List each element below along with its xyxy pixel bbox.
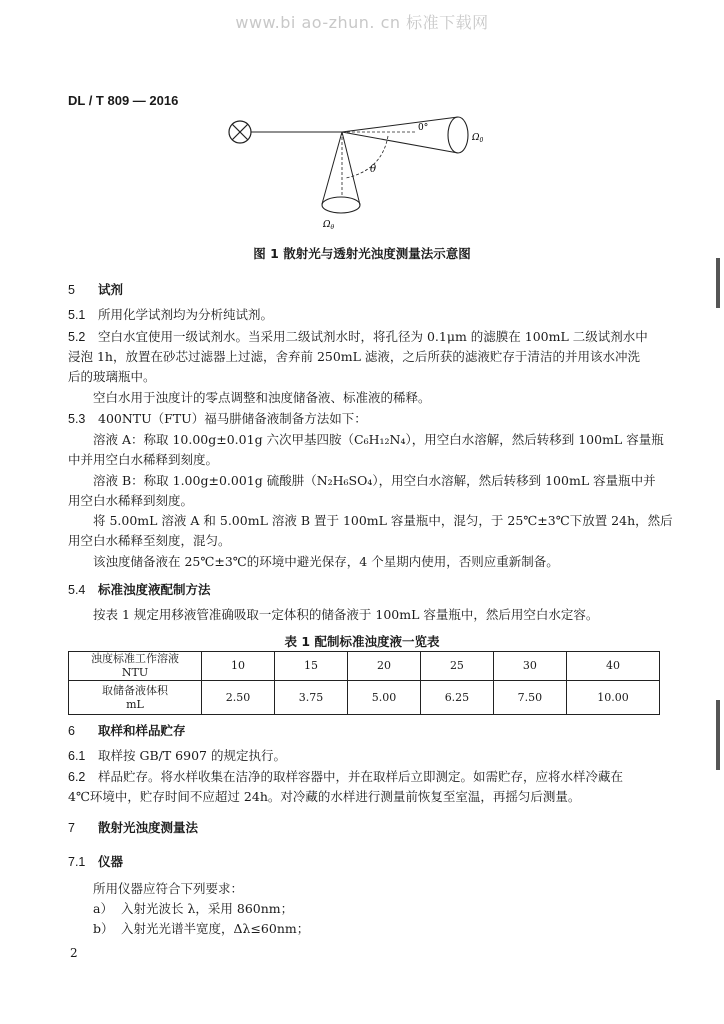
clause-5-1: 5.1 所用化学试剂均为分析纯试剂。: [68, 307, 274, 322]
clause-5-2-line-1: 5.2 空白水宜使用一级试剂水。当采用二级试剂水时，将孔径为 0.1μm 的滤膜在 100mL 二级试剂水中: [68, 329, 648, 344]
section-6-heading: 6 取样和样品贮存: [68, 723, 186, 738]
table-cell: 15: [274, 652, 347, 681]
clause-6-2-line-1: 6.2 样品贮存。将水样收集在洁净的取样容器中，并在取样后立即测定。如需贮存，应将水样冷藏在: [68, 769, 624, 784]
zero-degree-label: 0°: [418, 123, 429, 133]
scan-edge-mark: [716, 258, 720, 308]
table-cell: 5.00: [347, 681, 420, 715]
solution-b-line-1: 溶液 B：称取 1.00g±0.001g 硫酸肼（N₂H₆SO₄），用空白水溶解，然后转移到 100mL 容量瓶中并: [93, 473, 656, 488]
clause-5-2-line-2: 浸泡 1h，放置在砂芯过滤器上过滤，舍弃前 250mL 滤液，之后所获的滤液贮存于清洁的并用该水冲洗: [68, 349, 640, 364]
solution-b-line-2: 用空白水稀释到刻度。: [68, 493, 194, 508]
storage-note: 该浊度储备液在 25℃±3℃的环境中避光保存，4 个星期内使用，否则应重新制备。: [93, 554, 559, 569]
clause-6-1: 6.1 取样按 GB/T 6907 的规定执行。: [68, 748, 286, 763]
table-cell: 6.25: [420, 681, 493, 715]
table-cell: 10.00: [566, 681, 659, 715]
figure-caption: 图 1 散射光与透射光浊度测量法示意图: [253, 246, 471, 261]
theta-label: θ: [370, 164, 377, 175]
requirement-a: a） 入射光波长 λ，采用 860nm；: [93, 901, 294, 916]
mixing-line-2: 用空白水稀释至刻度，混匀。: [68, 533, 231, 548]
scan-edge-mark: [716, 700, 720, 770]
row-header-volume: 取储备液体积 mL: [69, 681, 202, 715]
table-cell: 7.50: [493, 681, 566, 715]
table-cell: 20: [347, 652, 420, 681]
omega-0-label: $\Omega_0$: [472, 133, 484, 144]
section-5-heading: 5 试剂: [68, 282, 124, 297]
scattering-diagram: [220, 108, 500, 238]
mixing-line-1: 将 5.00mL 溶液 A 和 5.00mL 溶液 B 置于 100mL 容量瓶中，混匀，于 25℃±3℃下放置 24h，然后: [93, 513, 673, 528]
table-row-volume: [69, 681, 660, 715]
table-cell: 25: [420, 652, 493, 681]
clause-5-4-heading: 5.4 标准浊度液配制方法: [68, 582, 211, 597]
instrument-intro: 所用仪器应符合下列要求：: [93, 881, 244, 896]
row-header-turbidity: 浊度标准工作溶液 NTU: [69, 652, 202, 681]
solution-a-line-1: 溶液 A：称取 10.00g±0.01g 六次甲基四胺（C₆H₁₂N₄），用空白水溶解，然后转移到 100mL 容量瓶: [93, 432, 664, 447]
clause-5-3: 5.3 400NTU（FTU）福马肼储备液制备方法如下：: [68, 411, 367, 426]
table-cell: 3.75: [274, 681, 347, 715]
solution-a-line-2: 中并用空白水稀释到刻度。: [68, 452, 219, 467]
standard-code: DL / T 809 — 2016: [68, 93, 179, 108]
clause-5-2-para-2: 空白水用于浊度计的零点调整和浊度储备液、标准液的稀释。: [93, 390, 431, 405]
clause-5-2-line-3: 后的玻璃瓶中。: [68, 369, 156, 384]
section-7-heading: 7 散射光浊度测量法: [68, 820, 199, 835]
page-number: 2: [70, 946, 78, 960]
clause-7-1-heading: 7.1 仪器: [68, 854, 124, 869]
table-cell: 2.50: [202, 681, 275, 715]
clause-5-4-text: 按表 1 规定用移液管准确吸取一定体积的储备液于 100mL 容量瓶中，然后用空白水定容。: [93, 607, 599, 622]
table-row-turbidity: [69, 652, 660, 681]
requirement-b: b） 入射光光谱半宽度，Δλ≤60nm；: [93, 921, 310, 936]
table-caption: 表 1 配制标准浊度液一览表: [284, 634, 440, 649]
omega-theta-label: $\Omega_\theta$: [323, 220, 335, 231]
scattered-cone: [322, 132, 360, 213]
clause-6-2-line-2: 4℃环境中，贮存时间不应超过 24h。对冷藏的水样进行测量前恢复至室温，再摇匀后测量。: [68, 789, 581, 804]
light-source-icon: [229, 121, 251, 143]
watermark-text: www.bi ao-zhun. cn 标准下载网: [235, 13, 489, 32]
transmitted-cone: [342, 117, 468, 153]
table-cell: 10: [202, 652, 275, 681]
table-cell: 40: [566, 652, 659, 681]
table-cell: 30: [493, 652, 566, 681]
standard-solution-table: [68, 651, 660, 715]
